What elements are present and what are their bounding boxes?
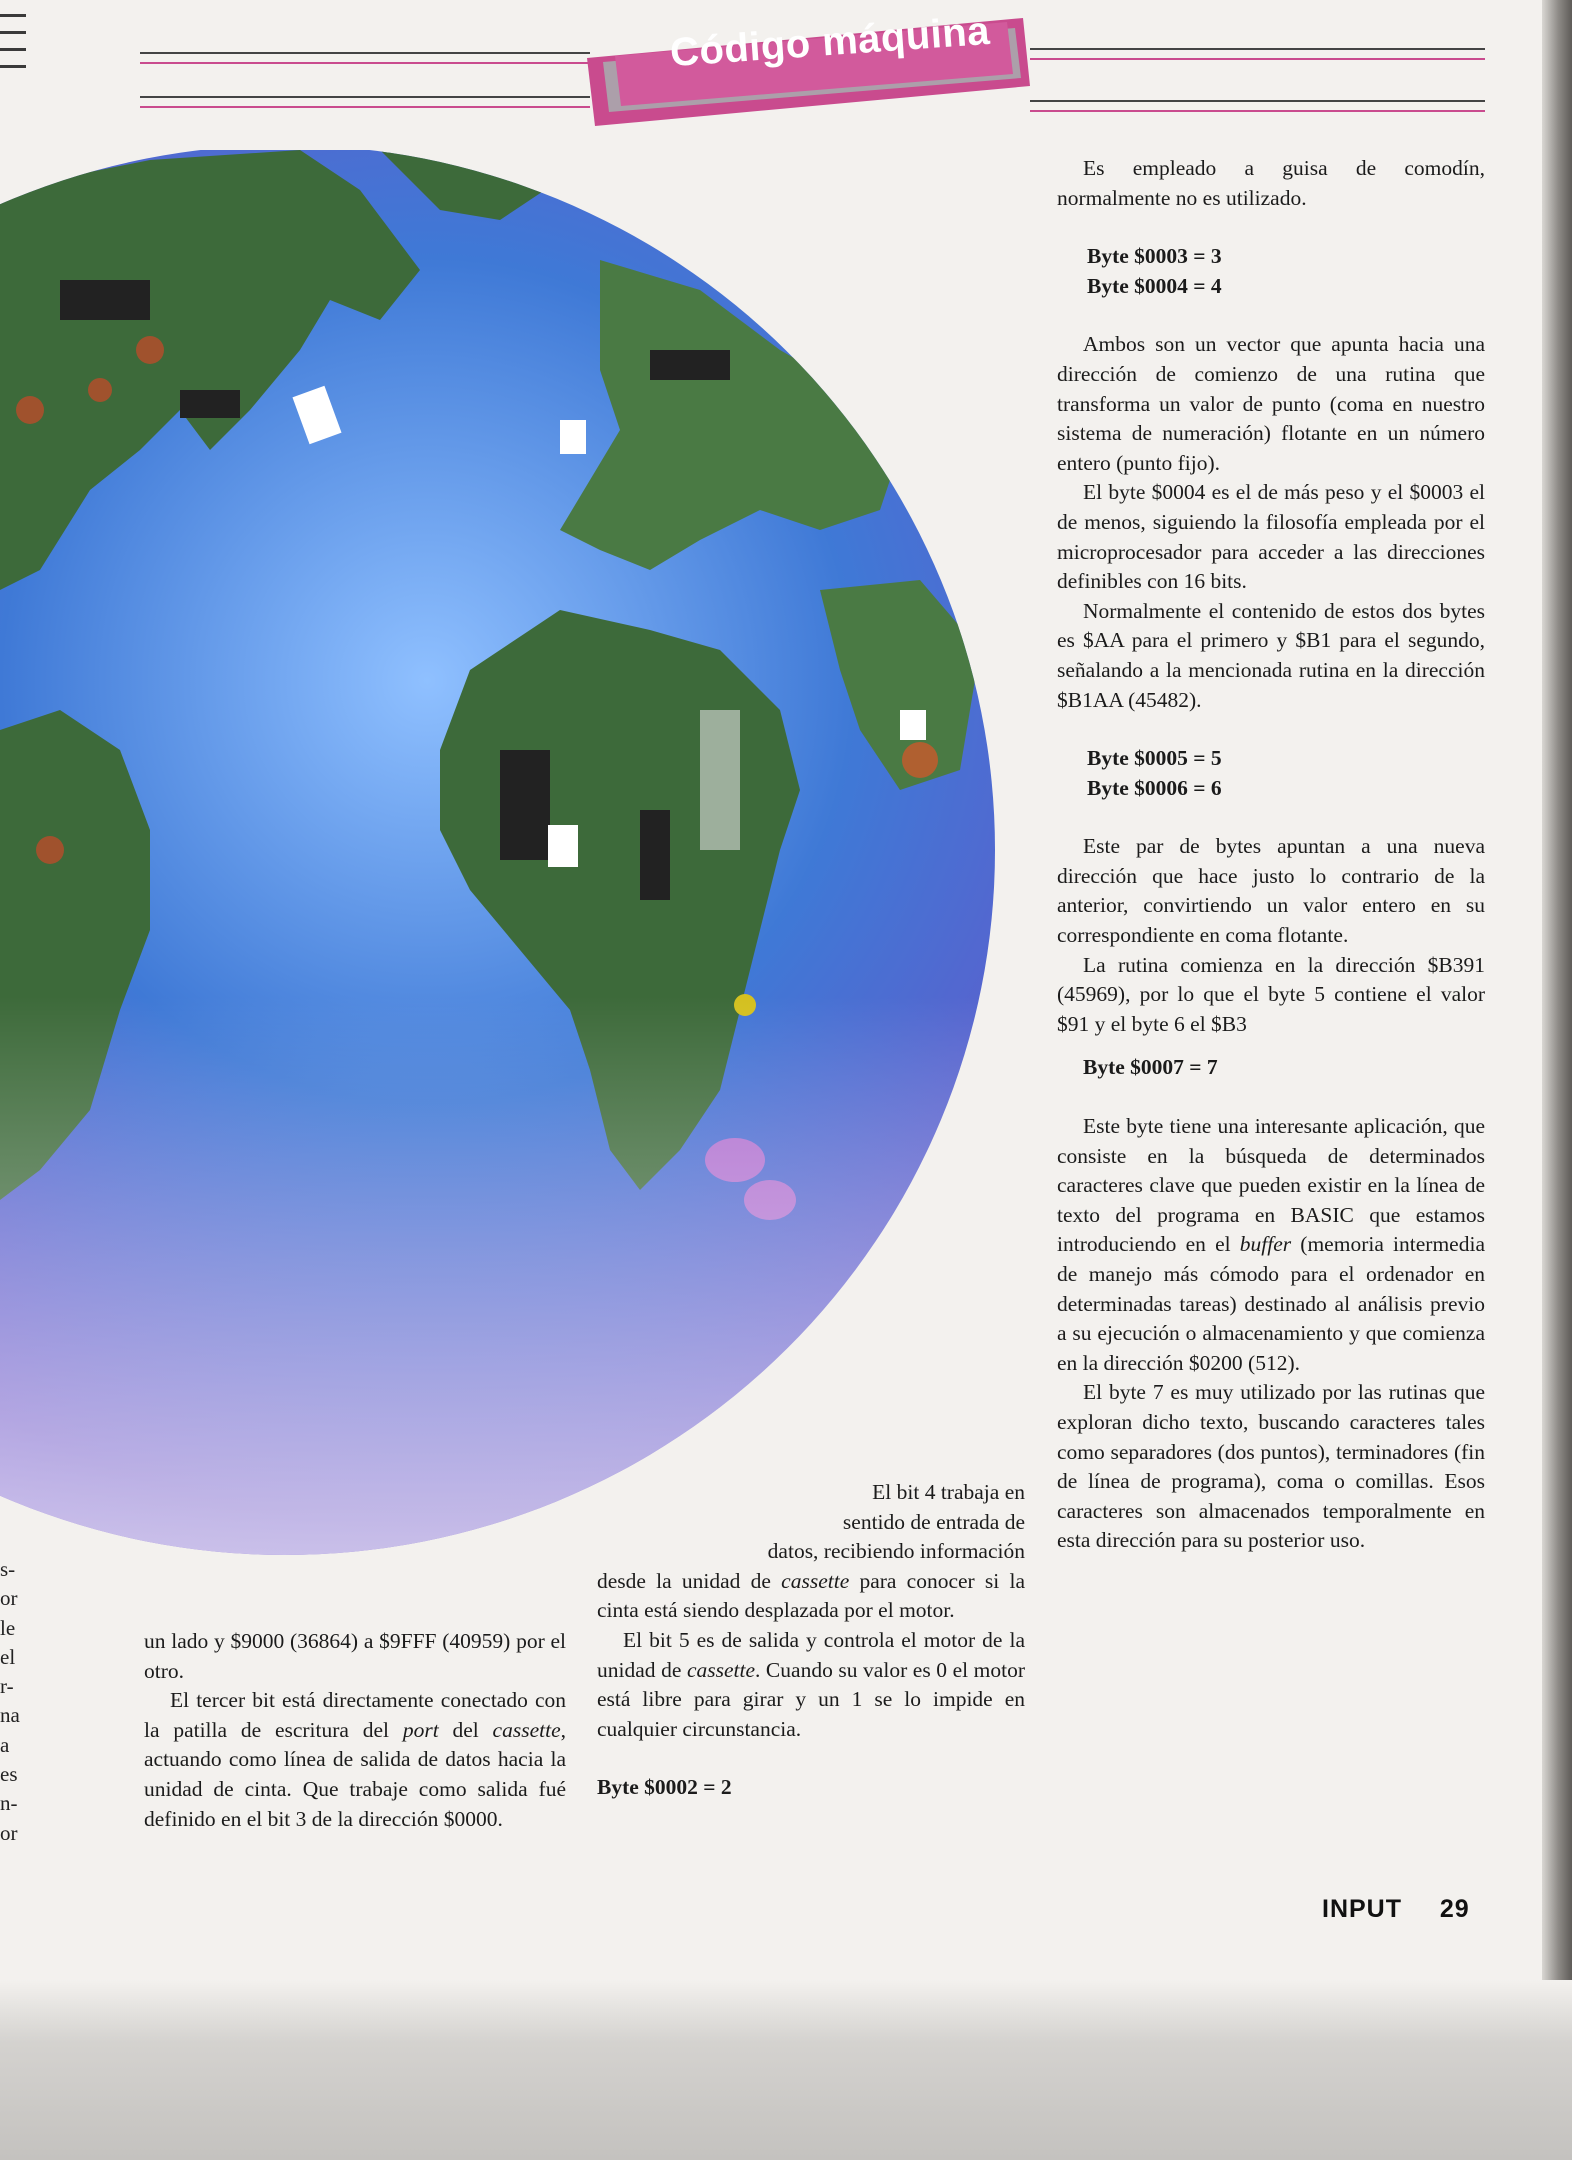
page-footer	[1322, 1895, 1470, 1924]
byte-heading: Byte $0007 = 7	[1083, 1055, 1218, 1080]
byte-heading: Byte $0004 = 4	[1087, 273, 1222, 298]
byte-heading: Byte $0002 = 2	[597, 1775, 732, 1800]
paragraph: El tercer bit está directamente conectado con la patilla de escritura del port del cassette, actuando como línea de salida de datos hacia la unidad de cinta. Que trabaje como salida fué definido en el bit 3 de la dirección $0000.	[144, 1688, 566, 1831]
page-number: 29	[1439, 1895, 1470, 1923]
paragraph: Ambos son un vector que apunta hacia una dirección de comienzo de una rutina que transforma un valor de punto (coma en nuestro sistema de numeración) flotante en un número entero (punto fijo).	[1057, 332, 1485, 475]
fragment-line: or	[0, 1586, 18, 1611]
paragraph: un lado y $9000 (36864) a $9FFF (40959) por el otro.	[144, 1629, 566, 1683]
left-page-edge	[0, 0, 26, 140]
left-page-text-fragments	[0, 1555, 26, 1848]
section-title: Código máquina	[668, 8, 992, 76]
wrap-line: El bit 4 trabaja en	[872, 1480, 1025, 1504]
paragraph: Es empleado a guisa de comodín, normalmente no es utilizado.	[1057, 156, 1485, 210]
column-2	[597, 1478, 1025, 1803]
paragraph: desde la unidad de cassette para conocer si la cinta está siendo desplazada por el motor.	[597, 1568, 1026, 1623]
fragment-line: el	[0, 1644, 16, 1669]
paragraph: Este byte tiene una interesante aplicación, que consiste en la búsqueda de determinados caracteres clave que pueden existir en la línea de texto del programa en BASIC que estamos introduciendo en el buffer (memoria intermedia de manejo más cómodo para el ordenador en determinadas tareas) destinado al análisis previo a su ejecución o almacenamiento y que comienza en la dirección $0200 (512).	[1057, 1114, 1485, 1375]
fragment-line: s-	[0, 1557, 16, 1581]
paragraph: La rutina comienza en la dirección $B391 (45969), por lo que el byte 5 contiene el valor $91 y el byte 6 el $B3	[1057, 952, 1485, 1036]
wrap-line: datos, recibiendo información	[767, 1539, 1025, 1564]
fragment-line: or	[0, 1820, 18, 1845]
scan-bottom-shadow	[0, 1980, 1572, 2160]
fragment-line: le	[0, 1615, 16, 1640]
right-page-edge	[1542, 0, 1572, 2160]
paragraph: El byte $0004 es el de más peso y el $0003 el de menos, siguiendo la filosofía empleada por el microprocesador para acceder a las direcciones definibles con 16 bits.	[1057, 480, 1485, 594]
wrap-line: sentido de entrada de	[842, 1509, 1025, 1534]
paragraph: Este par de bytes apuntan a una nueva dirección que hace justo lo contrario de la anterior, convirtiendo un valor entero en su correspondiente en coma flotante.	[1057, 834, 1485, 948]
byte-heading: Byte $0006 = 6	[1087, 775, 1222, 800]
paragraph: El bit 5 es de salida y controla el motor de la unidad de cassette. Cuando su valor es 0 el motor está libre para girar y un 1 se lo impide en cualquier circunstancia.	[597, 1627, 1025, 1741]
fragment-line: es	[0, 1762, 18, 1787]
fragment-line: r-	[0, 1674, 14, 1699]
paragraph: Normalmente el contenido de estos dos bytes es $AA para el primero y $B1 para el segundo, señalando a la mencionada rutina en la dirección $B1AA (45482).	[1057, 598, 1485, 712]
fragment-line: na	[0, 1703, 20, 1728]
magazine-name: INPUT	[1322, 1895, 1402, 1923]
column-1	[144, 1627, 566, 1834]
paragraph: El byte 7 es muy utilizado por las rutinas que exploran dicho texto, buscando caracteres tales como separadores (dos puntos), terminadores (fin de línea de programa), coma o comillas. Esos caracteres son almacenados temporalmente en esta dirección para su posterior uso.	[1057, 1380, 1485, 1553]
fragment-line: a	[0, 1732, 10, 1757]
byte-heading: Byte $0003 = 3	[1087, 244, 1222, 269]
globe-circuit-board-icon	[0, 150, 1000, 1560]
byte-heading: Byte $0005 = 5	[1087, 746, 1222, 771]
column-3	[1057, 154, 1485, 1556]
fragment-line: n-	[0, 1791, 18, 1816]
